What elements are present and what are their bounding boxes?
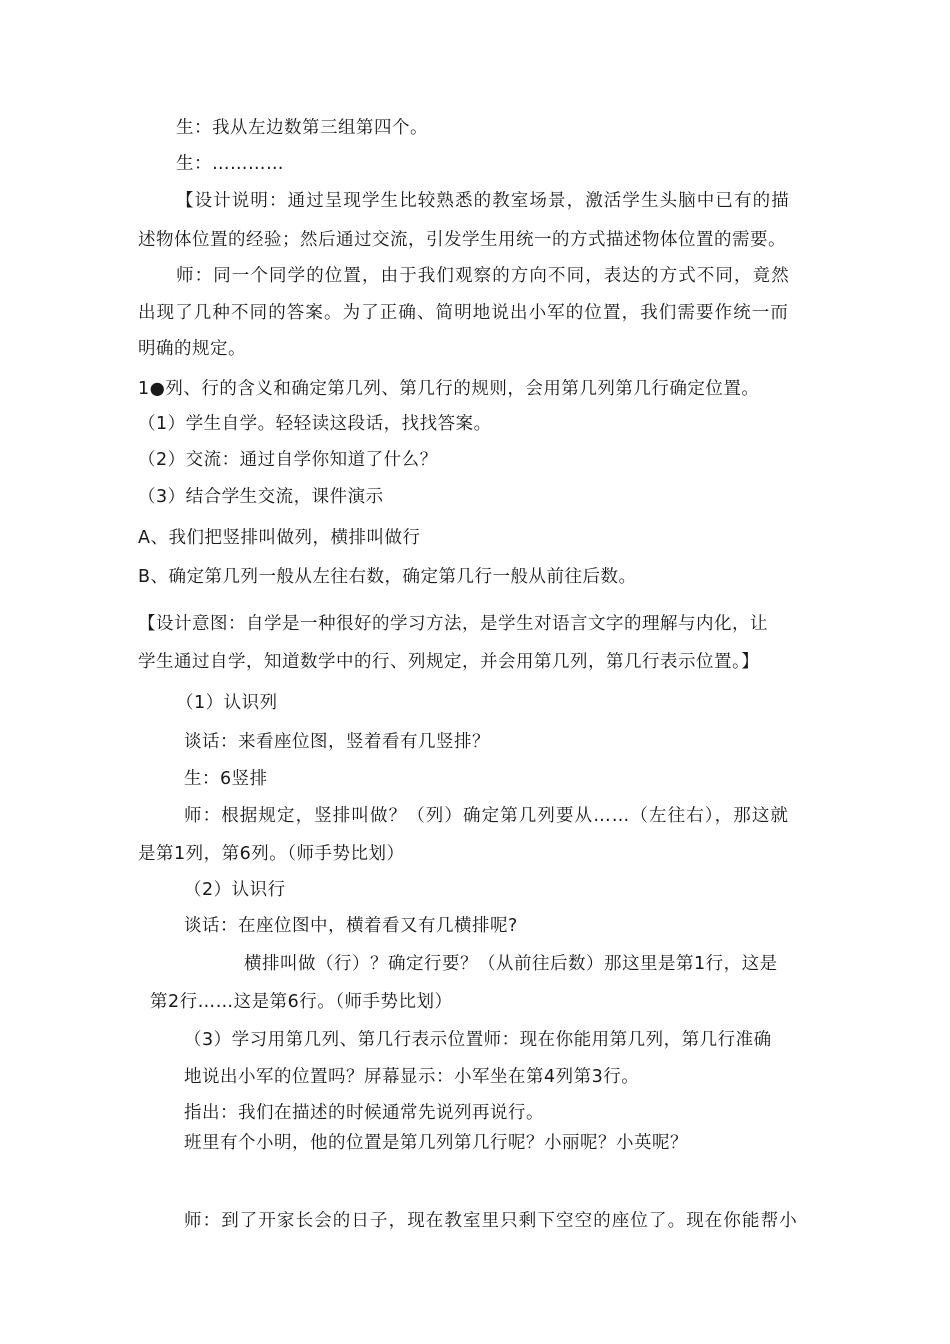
text-line-22: 谈话：在座位图中，横着看又有几横排呢? <box>184 916 518 936</box>
text-line-1: 生：我从左边数第三组第四个。 <box>176 118 428 138</box>
text-line-5: 师：同一个同学的位置，由于我们观察的方向不同，表达的方式不同，竟然 <box>176 266 790 286</box>
text-line-13: B、确定第几列一般从左往右数，确定第几行一般从前往后数。 <box>138 567 637 587</box>
text-line-27: 指出：我们在描述的时候通常先说列再说行。 <box>184 1103 544 1123</box>
text-line-4: 述物体位置的经验；然后通过交流，引发学生用统一的方式描述物体位置的需要。 <box>138 230 786 250</box>
text-line-28: 班里有个小明，他的位置是第几列第几行呢？小丽呢？小英呢？ <box>184 1133 688 1153</box>
text-line-20: 是第1列，第6列。（师手势比划） <box>138 844 405 864</box>
text-line-18: 生：6竖排 <box>184 769 268 789</box>
text-line-23: 横排叫做（行）？确定行要？（从前往后数）那这里是第1行，这是 <box>244 954 778 974</box>
text-line-11: （3）结合学生交流，课件演示 <box>138 487 384 507</box>
text-line-25: （3）学习用第几列、第几行表示位置师：现在你能用第几列，第几行准确 <box>184 1030 772 1050</box>
text-line-16: （1）认识列 <box>176 693 278 713</box>
text-line-15: 学生通过自学，知道数学中的行、列规定，并会用第几列，第几行表示位置。】 <box>138 652 760 672</box>
text-line-6: 出现了几种不同的答案。为了正确、简明地说出小军的位置，我们需要作统一而 <box>138 303 789 323</box>
text-line-2: 生：………… <box>176 154 284 174</box>
text-line-17: 谈话：来看座位图，竖着看有几竖排？ <box>184 732 490 752</box>
text-line-12: A、我们把竖排叫做列，横排叫做行 <box>138 528 421 548</box>
text-line-3: 【设计说明：通过呈现学生比较熟悉的教室场景，激活学生头脑中已有的描 <box>176 191 790 211</box>
text-line-9: （1）学生自学。轻轻读这段话，找找答案。 <box>138 414 492 434</box>
text-line-10: （2）交流：通过自学你知道了什么？ <box>138 450 438 470</box>
text-line-21: （2）认识行 <box>184 880 286 900</box>
text-line-29: 师：到了开家长会的日子，现在教室里只剩下空空的座位了。现在你能帮小 <box>184 1211 798 1231</box>
text-line-24: 第2行……这是第6行。（师手势比划） <box>150 992 453 1012</box>
text-line-19: 师：根据规定，竖排叫做？（列）确定第几列要从……（左往右），那这就 <box>184 806 790 826</box>
text-line-26: 地说出小军的位置吗？屏幕显示：小军坐在第4列第3行。 <box>184 1067 640 1087</box>
text-line-8: 1●列、行的含义和确定第几列、第几行的规则，会用第几列第几行确定位置。 <box>138 379 760 399</box>
text-line-14: 【设计意图：自学是一种很好的学习方法，是学生对语言文字的理解与内化，让 <box>138 614 768 634</box>
text-line-7: 明确的规定。 <box>138 339 246 359</box>
